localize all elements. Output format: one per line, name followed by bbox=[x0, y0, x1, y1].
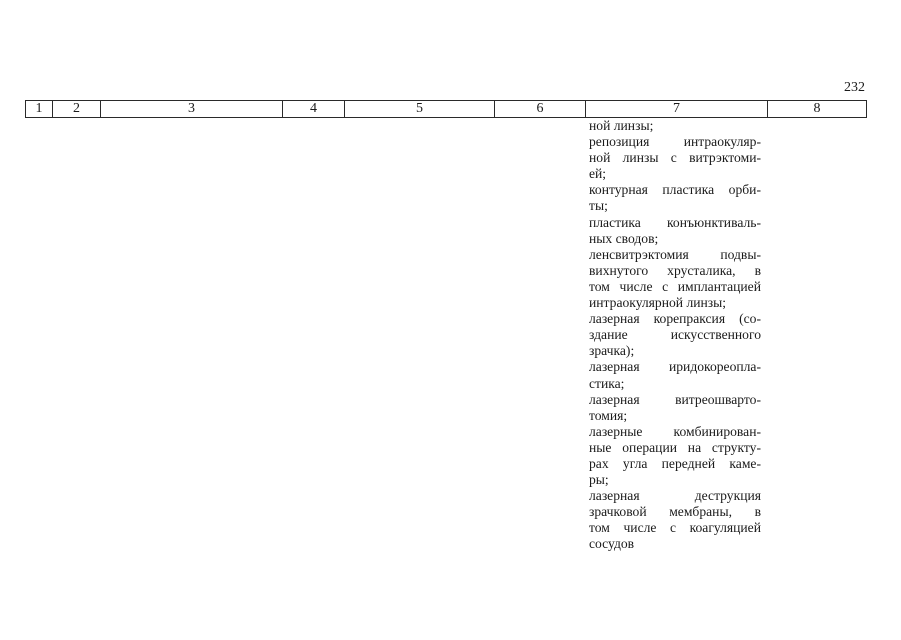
procedure-text-line: вихнутого хрусталика, в bbox=[589, 262, 761, 278]
column-number-cell: 3 bbox=[101, 101, 283, 118]
procedure-text-line: сосудов bbox=[589, 536, 635, 552]
procedure-text-line: репозиция интраокуляр- bbox=[589, 134, 761, 150]
procedure-text-line: ты; bbox=[589, 198, 608, 214]
column-number-cell: 2 bbox=[53, 101, 101, 118]
procedure-text-line: ной линзы с витрэктоми- bbox=[589, 150, 761, 166]
procedure-text-line: ной линзы; bbox=[589, 118, 654, 133]
procedure-text-line: стика; bbox=[589, 375, 625, 391]
column-number-row bbox=[26, 101, 867, 118]
procedure-text-line: лазерная витреошварто- bbox=[589, 391, 761, 407]
procedure-text-line: пластика конъюнктиваль- bbox=[589, 214, 761, 230]
procedure-text-line: ных сводов; bbox=[589, 230, 659, 246]
procedure-text-line: том числе с имплантацией bbox=[589, 278, 761, 294]
procedure-text-line: лазерная иридокореопла- bbox=[589, 359, 761, 375]
column-number-header-table bbox=[25, 100, 867, 118]
column-number-cell: 8 bbox=[768, 101, 867, 118]
page-number: 232 bbox=[844, 80, 865, 95]
column-number-cell: 4 bbox=[283, 101, 345, 118]
procedure-text-line: томия; bbox=[589, 407, 628, 423]
procedure-text-line: ей; bbox=[589, 166, 607, 182]
procedure-text-line: рах угла передней каме- bbox=[589, 455, 761, 471]
procedure-text-line: лазерная деструкция bbox=[589, 488, 761, 504]
procedure-text-line: ные операции на структу- bbox=[589, 439, 761, 455]
procedure-text-line: зрачковой мембраны, в bbox=[589, 504, 761, 520]
procedure-text-line: контурная пластика орби- bbox=[589, 182, 761, 198]
column-number-cell: 5 bbox=[345, 101, 495, 118]
column-number-cell: 6 bbox=[495, 101, 586, 118]
procedure-text-line: лазерная корепраксия (со- bbox=[589, 311, 761, 327]
procedure-text-line: ленсвитрэктомия подвы- bbox=[589, 246, 761, 262]
column-number-cell: 7 bbox=[586, 101, 768, 118]
procedure-text-line: интраокулярной линзы; bbox=[589, 295, 727, 311]
column-7-procedure-list bbox=[589, 118, 761, 553]
procedure-text-line: том числе с коагуляцией bbox=[589, 520, 761, 536]
procedure-text-line: здание искусственного bbox=[589, 327, 761, 343]
procedure-text-line: лазерные комбинирован- bbox=[589, 423, 761, 439]
procedure-text-line: зрачка); bbox=[589, 343, 635, 359]
procedure-text-line: ры; bbox=[589, 472, 609, 488]
column-number-cell: 1 bbox=[26, 101, 53, 118]
